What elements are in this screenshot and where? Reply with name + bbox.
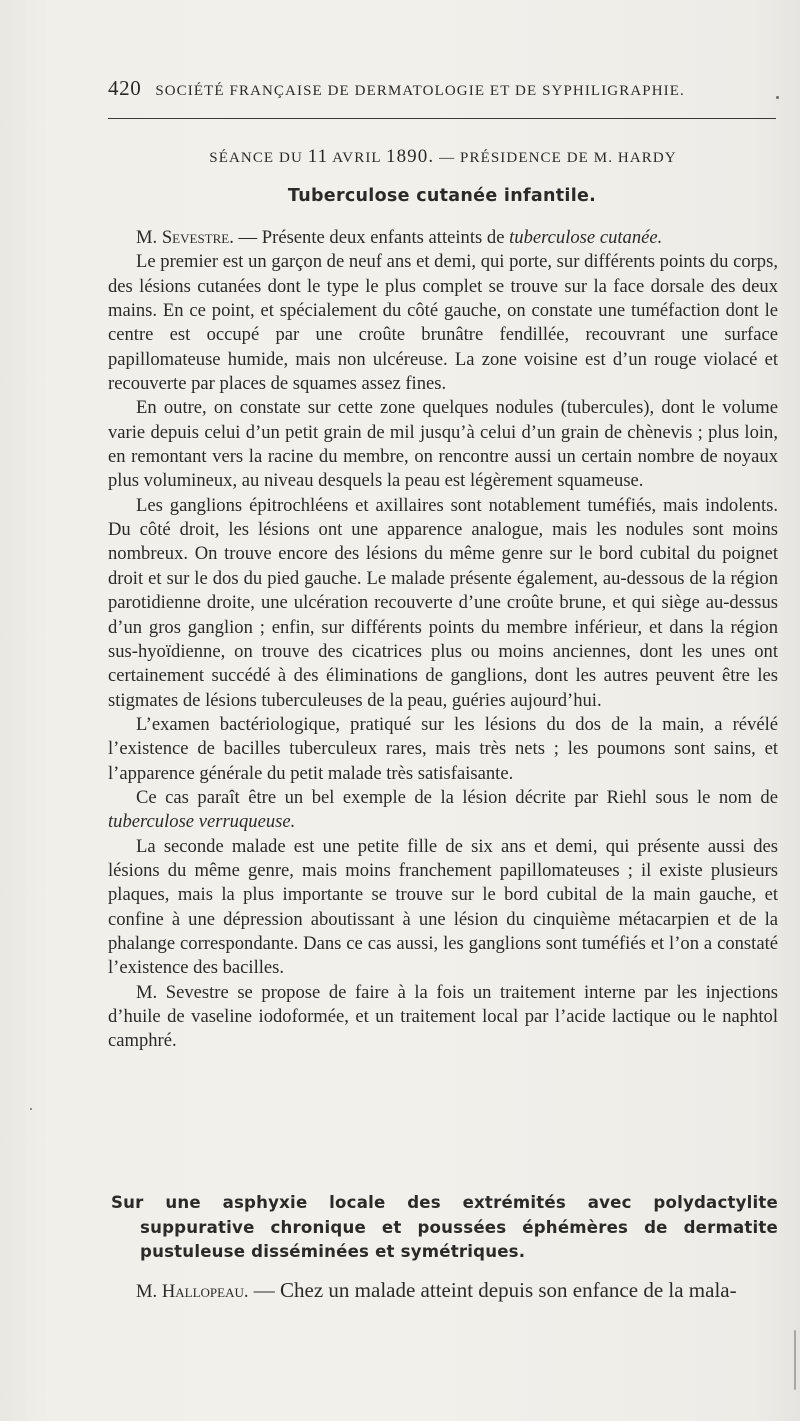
paragraph-intro: [108, 226, 778, 250]
speaker-prefix: M.: [136, 227, 162, 248]
seance-line: [108, 146, 778, 168]
page-number: 420: [108, 76, 142, 100]
paper-edge-mark: [794, 1330, 796, 1390]
paragraph-riehl: [108, 786, 778, 835]
header-rule: [108, 118, 776, 119]
seance-year: 1890.: [385, 146, 435, 167]
intro-term: tuberculose cutanée.: [509, 227, 663, 248]
paper-speck: [30, 1108, 32, 1110]
riehl-text: Ce cas paraît être un bel exemple de la lésion décrite par Riehl sous le nom de: [136, 786, 778, 808]
article-body-asphyxie: [108, 1278, 784, 1304]
paragraph: Le premier est un garçon de neuf ans et demi, qui porte, sur différents points du corps, des lésions cutanées dont le type le plus complet se trouve sur la face dorsale des deux mains. En ce point, et spécialement du côté gauche, on constate une tuméfaction dont le centre est occupé par une croûte brunâtre fendillée, recouvrant une surface papillomateuse humide, mais non ulcéreuse. La zone voisine est d’un rouge violacé et recouverte par places de squames assez fines.: [108, 251, 778, 395]
paragraph: En outre, on constate sur cette zone quelques nodules (tubercules), dont le volume varie depuis celui d’un petit grain de mil jusqu’à celui d’un grain de chènevis ; plus loin, en remontant vers la racine du membre, on rencontre aussi un certain nombre de noyaux plus volumineux, au niveau desquels la peau est légèrement squameuse.: [108, 397, 778, 492]
paragraph: L’examen bactériologique, pratiqué sur les lésions du dos de la main, a révélé l’existence de bacilles tuberculeux rares, mais très nets ; les poumons sont sains, et l’apparence générale du petit malade très satisfaisante.: [108, 713, 778, 784]
seance-month: AVRIL: [328, 150, 386, 166]
running-title: SOCIÉTÉ FRANÇAISE DE DERMATOLOGIE ET DE SYPHILIGRAPHIE.: [155, 83, 685, 99]
article-title-tuberculose: Tuberculose cutanée infantile.: [287, 186, 597, 206]
article-body-tuberculose: [108, 226, 778, 1054]
intro-text: — Présente deux enfants atteints de: [233, 227, 510, 248]
paragraph: La seconde malade est une petite fille de six ans et demi, qui présente aussi des lésions du même genre, mais moins franchement papillomateuses ; il existe plusieurs plaques, mais la plus importante se trouve sur le bord cubital de la main gauche, et confine à une dépression aboutissant à une lésion du cinquième métacarpien et de la phalange correspondante. Dans ce cas aussi, les ganglions sont tuméfiés et l’on a constaté l’existence des bacilles.: [108, 835, 778, 979]
seance-pre: SÉANCE DU: [209, 150, 308, 166]
riehl-term: tuberculose verruqueuse.: [108, 811, 296, 833]
speaker-name: Sevestre.: [161, 227, 234, 248]
title-line: suppurative chronique et poussées éphémères de dermatite: [140, 1217, 778, 1237]
running-head: [108, 76, 776, 101]
title-line: Sur une asphyxie locale des extrémités avec polydactylite: [111, 1193, 778, 1212]
seance-post: — PRÉSIDENCE DE M. HARDY: [434, 150, 677, 166]
paper-speck: [776, 96, 779, 99]
seance-day: 11: [307, 146, 329, 167]
article-title-asphyxie: [108, 1191, 778, 1265]
speaker-prefix: M.: [136, 1281, 162, 1302]
title-line: pustuleuse disséminées et symétriques.: [140, 1242, 526, 1261]
intro-text: — Chez un malade atteint depuis son enfance de la mala-: [248, 1278, 737, 1302]
paragraph: M. Sevestre se propose de faire à la fois un traitement interne par les injections d’huile de vaseline iodoformée, et un traitement local par l’acide lactique ou le naphtol camphré.: [108, 981, 778, 1052]
paragraph: Les ganglions épitrochléens et axillaires sont notablement tuméfiés, mais indolents. Du côté droit, les lésions ont une apparence analogue, mais les nodules sont moins nombreux. On trouve encore des lésions du même genre sur le bord cubital du poignet droit et sur le dos du pied gauche. Le malade présente également, au-dessous de la région parotidienne droite, une ulcération recouverte d’une croûte brune, et qui siège au-dessus d’un gros ganglion ; enfin, sur différents points du membre inférieur, et dans la région sus-hyoïdienne, on trouve des cicatrices plus ou moins anciennes, dont les unes ont certainement succédé à des éliminations de ganglions, dont les autres peuvent être les stigmates de lésions tuberculeuses de la peau, guéries aujourd’hui.: [108, 494, 778, 711]
speaker-name: Hallopeau.: [161, 1281, 249, 1302]
